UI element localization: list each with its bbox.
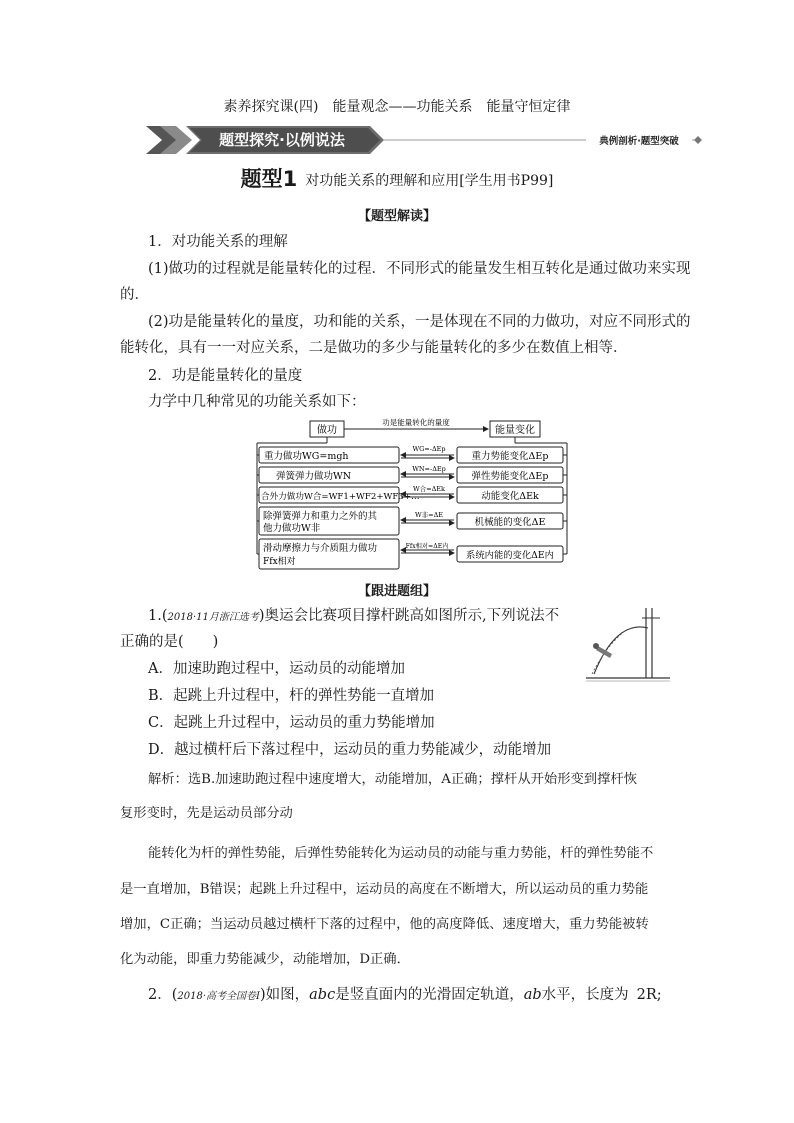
pole-vault-figure xyxy=(586,608,670,688)
diagram-work-label: 做功 xyxy=(317,425,337,436)
q1-solution-line1: 解析：选B.加速助跑过程中速度增大，动能增加，A正确；撑杆从开始形变到撑杆恢 xyxy=(148,772,637,787)
diagram-energy-label: 能量变化 xyxy=(495,425,535,436)
item1-para1-line1: (1)做功的过程就是能量转化的过程．不同形式的能量发生相互转化是通过做功来实现 xyxy=(148,261,691,277)
section-banner xyxy=(146,126,706,154)
q1-solution-line5: 增加，C正确；当运动员越过横杆下落的过程中，他的高度降低、速度增大，重力势能被转 xyxy=(120,917,649,932)
q1-option-a: A．加速助跑过程中，运动员的动能增加 xyxy=(148,661,405,677)
diagram-top-arrow-label: 功是能量转化的量度 xyxy=(382,418,450,427)
q1-solution-line4: 是一直增加，B错误；起跳上升过程中，运动员的高度在不断增大，所以运动员的重力势能 xyxy=(120,882,649,897)
item1-para1-line2: 的． xyxy=(120,287,149,303)
diagram-row4-mid: W非=ΔE xyxy=(414,511,444,519)
banner-diamond-icon xyxy=(694,136,702,144)
page-title: 素养探究课(四) 能量观念——功能关系 能量守恒定律 xyxy=(223,99,571,115)
diagram-row4-left-line1: 除弹簧弹力和重力之外的其 xyxy=(263,511,378,522)
section-interpretation: 【题型解读】 xyxy=(357,209,436,224)
diagram-row1-right: 重力势能变化ΔEp xyxy=(471,451,549,462)
q1-option-b: B．起跳上升过程中，杆的弹性势能一直增加 xyxy=(148,688,435,704)
diagram-row5-mid: Ffx相对=ΔE内 xyxy=(405,543,449,550)
work-energy-diagram xyxy=(254,414,570,574)
q1-option-c: C．起跳上升过程中，运动员的重力势能增加 xyxy=(148,715,435,731)
diagram-row5-left-line1: 滑动摩擦力与介质阻力做功 xyxy=(263,543,378,554)
q1-solution-line3: 能转化为杆的弹性势能，后弹性势能转化为运动员的动能与重力势能，杆的弹性势能不 xyxy=(148,846,654,861)
diagram-row1-left: 重力做功WG=mgh xyxy=(264,451,349,462)
diagram-row2-right: 弹性势能变化ΔEp xyxy=(471,471,549,482)
diagram-row1-mid: WG=-ΔEp xyxy=(412,445,446,453)
q1-stem-line1: 1.(2018·11月浙江选考)奥运会比赛项目撑杆跳高如图所示,下列说法不 xyxy=(148,608,560,624)
item2-intro: 力学中几种常见的功能关系如下： xyxy=(148,394,366,410)
q1-source: 2018·11月浙江选考 xyxy=(167,612,259,623)
banner-left-text: 题型探究·以例说法 xyxy=(219,131,345,149)
diagram-row4-right: 机械能的变化ΔE xyxy=(474,517,546,528)
topic-heading xyxy=(0,163,794,193)
diagram-row3-mid: W合=ΔEk xyxy=(412,485,446,493)
item1-para2-line1: (2)功是能量转化的量度，功和能的关系，一是体现在不同的力做功，对应不同形式的 xyxy=(148,314,691,330)
item1-para2-line2: 能转化，具有一一对应关系，二是做功的多少与能量转化的多少在数值上相等． xyxy=(120,340,628,356)
q1-solution-line6: 化为动能，即重力势能减少，动能增加，D正确． xyxy=(120,952,410,967)
topic-title: 对功能关系的理解和应用[学生用书P99] xyxy=(305,173,554,189)
diagram-row3-left: 合外力做功W合=WF1+WF2+WF3+… xyxy=(261,492,420,502)
diagram-row5-left-line2: Ffx相对 xyxy=(263,557,296,567)
q2-source: 2018·高考全国卷Ⅰ xyxy=(177,991,260,1002)
diagram-row2-mid: WN=-ΔEp xyxy=(412,465,446,473)
diagram-row2-left: 弹簧弹力做功WN xyxy=(276,471,352,482)
item2-title: 2．功是能量转化的量度 xyxy=(148,368,303,384)
topic-number: 题型1 xyxy=(240,167,298,191)
q1-stem-line2: 正确的是( ) xyxy=(120,634,219,650)
section-practice: 【跟进题组】 xyxy=(357,584,436,599)
item1-title: 1．对功能关系的理解 xyxy=(148,234,288,250)
diagram-row4-left-line2: 他力做功W非 xyxy=(263,523,321,534)
q1-option-d: D．越过横杆后下落过程中，运动员的重力势能减少，动能增加 xyxy=(148,742,552,758)
diagram-row5-right: 系统内能的变化ΔE内 xyxy=(466,550,554,561)
q1-solution-line2: 复形变时，先是运动员部分动 xyxy=(120,806,293,821)
banner-right-text: 典例剖析·题型突破 xyxy=(599,136,679,147)
diagram-row3-right: 动能变化ΔEk xyxy=(481,491,539,502)
q2-stem-line1: 2．(2018·高考全国卷Ⅰ)如图，abc是竖直面内的光滑固定轨道，ab水平，长度为 2R; xyxy=(148,987,662,1003)
